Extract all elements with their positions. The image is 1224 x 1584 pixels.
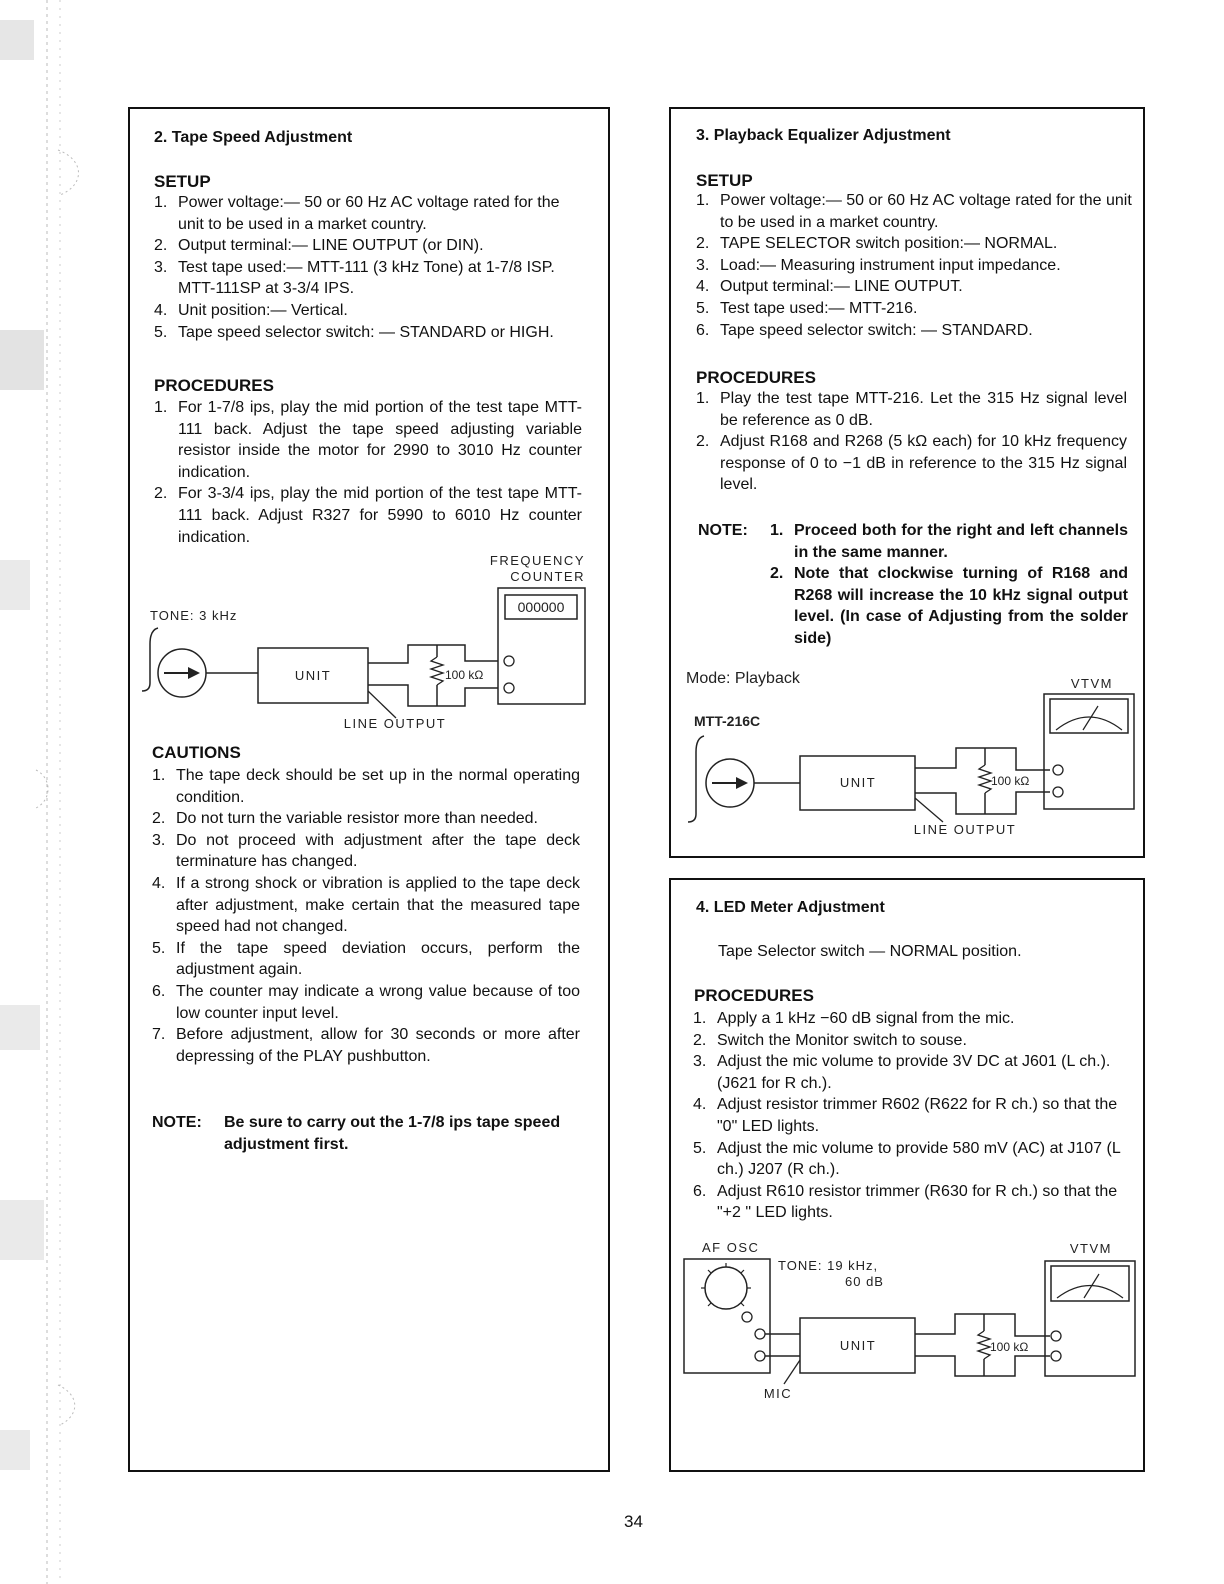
tape-reel-line: [688, 736, 704, 822]
sec4-procedures-heading: PROCEDURES: [694, 986, 814, 1005]
list-item: 2. TAPE SELECTOR switch position:— NORMAL.: [696, 235, 1058, 253]
list-item: 4. Adjust resistor trimmer R602 (R622 for R ch.) so that the "0" LED lights.: [693, 1096, 1118, 1135]
list-item: 1. Power voltage:— 50 or 60 Hz AC voltage rated for the unit to be used in a market country.: [154, 194, 560, 233]
unit-label: UNIT: [294, 668, 332, 683]
list-item: 2. Do not turn the variable resistor more than needed.: [152, 810, 538, 828]
af-osc-label: AF OSC: [702, 1240, 760, 1255]
vtvm-meter-icon: [1051, 1266, 1129, 1301]
list-item: 6. The counter may indicate a wrong value because of too low counter input level.: [152, 982, 580, 1022]
list-item: 1. The tape deck should be set up in the normal operating condition.: [152, 767, 580, 806]
sec3-notes-list: [770, 520, 1128, 650]
sec4-title: 4. LED Meter Adjustment: [696, 899, 885, 916]
list-item: 1. Apply a 1 kHz −60 dB signal from the mic.: [693, 1010, 1015, 1027]
sec3-title: 3. Playback Equalizer Adjustment: [696, 127, 951, 144]
mode-label: Mode: Playback: [686, 670, 800, 687]
counter-display-value: 000000: [517, 599, 565, 615]
list-item: 2. For 3-3/4 ips, play the mid portion of the test tape MTT-111 back. Adjust R327 for 5990 to 6010 Hz counter indication.: [154, 485, 582, 546]
sec3-diagram: [678, 664, 1138, 844]
list-item: 1. Play the test tape MTT-216. Let the 315 Hz signal level be reference as 0 dB.: [696, 390, 1127, 429]
sec4-diagram: [680, 1236, 1140, 1406]
list-item: 4. Unit position:— Vertical.: [154, 301, 348, 319]
sec2-setup-heading: SETUP: [154, 172, 211, 191]
list-item: 1. Power voltage:— 50 or 60 Hz AC voltage rated for the unit to be used in a market country.: [696, 192, 1132, 231]
list-item: 5. Tape speed selector switch: — STANDARD or HIGH.: [154, 323, 554, 341]
list-item: 5. Adjust the mic volume to provide 580 mV (AC) at J107 (L ch.) J207 (R ch.).: [693, 1139, 1121, 1179]
list-item: 3. Do not proceed with adjustment after the tape deck terminature has changed.: [152, 831, 580, 871]
vtvm-meter-icon: [1050, 699, 1128, 733]
sec3-note: [698, 520, 1128, 650]
tone-label-1: TONE: 19 kHz,: [778, 1258, 879, 1273]
resistor-icon: [431, 657, 443, 685]
sec2-note: [152, 1112, 584, 1155]
list-item: 6. Tape speed selector switch: — STANDARD.: [696, 321, 1033, 339]
sec2-cautions-heading: CAUTIONS: [152, 743, 241, 762]
sec3-procedures-list: [696, 388, 1127, 496]
note-text: Be sure to carry out the 1-7/8 ips tape speed adjustment first.: [224, 1114, 561, 1153]
sec2-cautions-list: [152, 765, 580, 1067]
oscillator-dial-icon: [705, 1267, 747, 1309]
list-item: 3. Adjust the mic volume to provide 3V DC at J601 (L ch.). (J621 for R ch.).: [693, 1053, 1111, 1092]
sec2-title: 2. Tape Speed Adjustment: [154, 129, 353, 146]
list-item: 6. Adjust R610 resistor trimmer (R630 for R ch.) so that the "+2 " LED lights.: [693, 1182, 1118, 1222]
list-item: 2. Switch the Monitor switch to souse.: [693, 1031, 967, 1049]
sec2-diagram: [140, 548, 600, 738]
list-item: 2. Output terminal:— LINE OUTPUT (or DIN).: [154, 237, 484, 255]
resistor-icon: [979, 765, 991, 793]
resistor-label: 100 kΩ: [990, 1340, 1029, 1354]
sec4-procedures-list: [693, 1008, 1129, 1224]
list-item: 3. Load:— Measuring instrument input impedance.: [696, 256, 1061, 274]
list-item: 4. If a strong shock or vibration is applied to the tape deck after adjustment, make certain that the measured tape speed had not changed.: [152, 874, 580, 936]
sec2-setup-list: [154, 192, 586, 343]
list-item: 1. Proceed both for the right and left channels in the same manner.: [770, 522, 1128, 561]
list-item: 4. Output terminal:— LINE OUTPUT.: [696, 278, 963, 296]
sec4-intro: Tape Selector switch — NORMAL position.: [718, 943, 1022, 960]
list-item: 7. Before adjustment, allow for 30 seconds or more after depressing of the PLAY pushbutton.: [152, 1026, 580, 1065]
mic-label: MIC: [763, 1386, 793, 1401]
scan-edge-artifacts: [0, 0, 90, 1584]
tone-label: TONE: 3 kHz: [150, 608, 238, 623]
note-label: NOTE:: [698, 522, 748, 539]
sec3-setup-heading: SETUP: [696, 171, 753, 190]
freq-counter-label-1: FREQUENCY: [489, 553, 585, 568]
sec2-procedures-list: [154, 397, 582, 548]
freq-counter-label-2: COUNTER: [510, 569, 585, 584]
page-number: 34: [624, 1512, 643, 1531]
list-item: 2. Adjust R168 and R268 (5 kΩ each) for 10 kHz frequency response of 0 to −1 dB in reference to the 315 Hz signal level.: [696, 433, 1127, 494]
line-output-label: LINE OUTPUT: [343, 716, 447, 731]
resistor-label: 100 kΩ: [991, 774, 1030, 788]
list-item: 5. Test tape used:— MTT-216.: [696, 299, 918, 317]
list-item: MTT-111SP at 3-3/4 IPS.: [178, 280, 355, 298]
list-item: 5. If the tape speed deviation occurs, perform the adjustment again.: [152, 939, 580, 979]
sec3-setup-list: [696, 190, 1132, 341]
tone-label-2: 60 dB: [845, 1274, 884, 1289]
list-item: 2. Note that clockwise turning of R168 and R268 will increase the 10 kHz signal output level. (In case of Adjusting from the solder side): [770, 565, 1128, 647]
vtvm-label: VTVM: [1070, 676, 1113, 691]
line-output-label: LINE OUTPUT: [913, 822, 1017, 837]
resistor-icon: [978, 1331, 990, 1359]
resistor-label: 100 kΩ: [445, 668, 484, 682]
list-item: 3. Test tape used:— MTT-111 (3 kHz Tone) at 1-7/8 ISP.: [154, 258, 555, 276]
sec2-procedures-heading: PROCEDURES: [154, 376, 274, 395]
sec3-procedures-heading: PROCEDURES: [696, 368, 816, 387]
unit-label: UNIT: [839, 1338, 877, 1353]
unit-label: UNIT: [839, 775, 877, 790]
tape-reel-line: [142, 628, 158, 691]
note-label: NOTE:: [152, 1114, 202, 1131]
list-item: 1. For 1-7/8 ips, play the mid portion of the test tape MTT-111 back. Adjust the tape speed adjusting variable resistor inside the motor for 2990 to 3010 Hz counter indication.: [154, 399, 582, 481]
vtvm-label: VTVM: [1069, 1241, 1112, 1256]
tape-label: MTT-216C: [694, 713, 761, 729]
